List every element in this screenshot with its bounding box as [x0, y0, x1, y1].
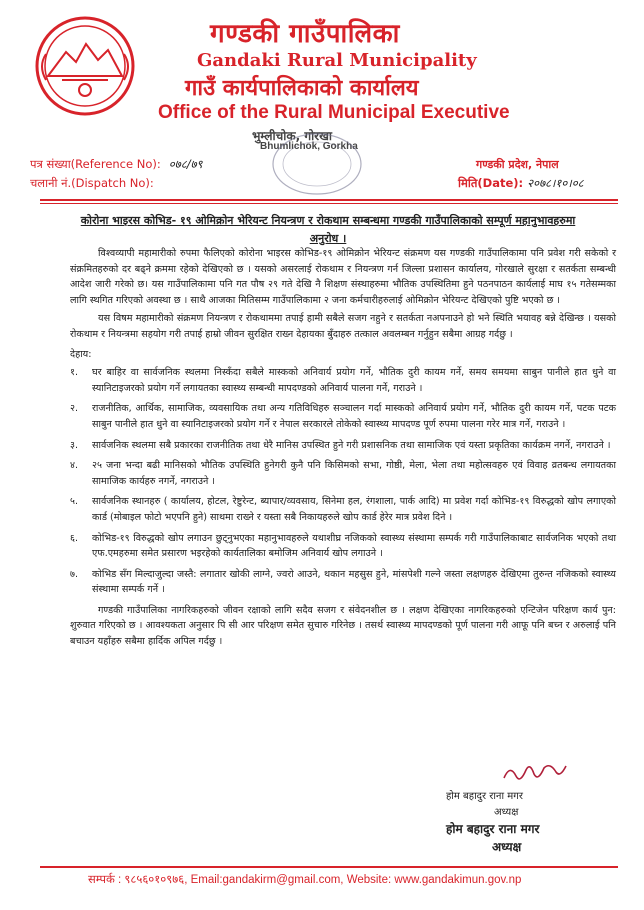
header-title-en: Gandaki Rural Municipality — [197, 50, 477, 71]
point-number: १. — [70, 367, 79, 379]
reference-label: पत्र संख्या(Reference No): — [30, 157, 161, 171]
letter-body — [70, 246, 616, 653]
points-heading: देहाय: — [70, 348, 92, 360]
header-divider — [40, 199, 618, 201]
signer-title-stamp: अध्यक्ष — [492, 840, 522, 854]
paragraph-closing: गण्डकी गाउँपालिका नागरिकहरुको जीवन रक्षाको लागि सदैव सजग र संवेदनशील छ । लक्षण देखिएका नागरिकहरुको एन्टिजेन परिक्षण कार्य पुन: शुरुवात गरिएको छ । आवश्यकता अनुसार पि सी आर परिक्षण समेत सुचारु गरिनेछ । तसर्थ स्वास्थ्य मापदण्डको पूर्ण पालना गरी आफू पनि बच्न र अरुलाई पनि बचाउन यहाँहरु सबैमा हार्दिक अपिल गर्दछु । — [70, 604, 616, 648]
signer-name-stamp: होम बहादुर राना मगर — [446, 822, 540, 836]
header-address-en: Bhumlichok, Gorkha — [260, 141, 358, 152]
point-number: ७. — [70, 568, 79, 580]
header-divider-thin — [40, 203, 618, 204]
point-number: ६. — [70, 532, 79, 544]
paragraph-appeal: यस विषम महामारीको संक्रमण नियन्त्रण र रोकथाममा तपाई हामी सबैले सजग नहुने र सतर्कता नअपनाउने हो भने स्थिति भयावह बन्ने देखिन्छ । यसको रोकथाम र नियन्त्रमा सहयोग गरी तपाई हाम्रो जीवन सुरक्षित राख्न देहायका बुँदाहरु तत्काल अवलम्बन गर्नुहुन सबैमा आग्रह गर्दछु । — [70, 313, 616, 340]
point-text: २५ जना भन्दा बढी मानिसको भौतिक उपस्थिति हुनेगरी कुनै पनि किसिमको सभा, गोष्ठी, मेला, भेला तथा महोत्सवहरु एवं विवाह व्रतबन्ध लगायतका सामाजिक कार्यहरु नगर्ने, नगराउने । — [92, 460, 616, 487]
province: गण्डकी प्रदेश, नेपाल — [476, 158, 559, 171]
municipality-logo — [26, 14, 144, 118]
header-office-en: Office of the Rural Municipal Executive — [158, 102, 510, 123]
points-list — [70, 365, 616, 598]
footer-contact: सम्पर्क : ९८५६०१०९७६, Email:gandakirm@gmail.com, Website: www.gandakimun.gov.np — [88, 874, 522, 886]
paragraph-intro: विश्वव्यापी महामारीको रुपमा फैलिएको कोरोना भाइरस कोभिड-१९ ओमिक्रोन भेरियन्ट संक्रमण यस गण्डकी गाउँपालिकामा पनि प्रवेश गरी सकेको र संक्रमितहरुको दर बढ्ने क्रममा रहेको देखिएको छ । यसको असरलाई रोकथाम र नियन्त्रण गर्न जिल्ला प्रशासन कार्यालय, गोरखाले सुरक्षा र सतर्कता सम्बन्धी आदेश जारी गरेको छ। यस गाउँपालिकामा पनि गत पौष २९ गते देखि नै शिक्षण संस्थाहरुमा भौतिक उपस्थितिमा हुने पठनपाठन कार्यलाई माघ १५ गतेसम्मका लागि स्थगित गरिएको अवस्था छ । साथै आजका मितिसम्म गाउँपालिकामा २ जना कर्मचारीहरुलाई ओमिक्रोन भेरियन्ट देखिएको पुष्टि भएको छ । — [70, 248, 616, 306]
point-text: सार्वजनिक स्थानहरु ( कार्यालय, होटल, रेष्टुरेन्ट, ब्यापार/व्यवसाय, सिनेमा हल, रंगशाला, पार्क आदि) मा प्रवेश गर्दा कोभिड-१९ विरुद्धको खोप लगाएको कार्ड (मोबाइल फोटो भएपनि हुने) साथमा राख्ने र यस्ता सबै निकायहरुले खोप कार्ड हेरेर मात्र प्रवेश दिने । — [92, 496, 616, 523]
reference-value: ०७८/७९ — [168, 157, 203, 171]
office-stamp — [262, 128, 372, 198]
list-item — [70, 438, 616, 454]
list-item — [70, 458, 616, 489]
point-number: ४. — [70, 460, 79, 472]
letter-subject: कोरोना भाइरस कोभिड- १९ ओमिक्रोन भेरियन्ट नियन्त्रण र रोकथाम सम्बन्धमा गण्डकी गाउँपालिकाको सम्पूर्ण महानुभावहरुमा अनुरोध । — [80, 214, 576, 245]
list-item — [70, 401, 616, 432]
header-address-ne: भुम्लीचोक, गोरखा — [252, 129, 333, 143]
dispatch-no — [30, 176, 154, 191]
letter-date — [458, 176, 584, 191]
list-item — [70, 365, 616, 396]
list-item — [70, 531, 616, 562]
point-text: कोभिड सँग मिल्दाजुल्दा जस्तै: लगातार खोकी लाग्ने, ज्वरो आउने, थकान महसुस हुने, मांसपेशी गल्ने जस्ता लक्षणहरु देखिएमा तुरुन्त नजिकको स्वास्थ्य संस्थामा सम्पर्क गर्ने । — [92, 568, 616, 596]
header-title-ne: गण्डकी गाउँपालिका — [210, 19, 400, 49]
date-label: मिति(Date): — [458, 176, 524, 190]
dispatch-label: चलानी नं.(Dispatch No): — [30, 176, 154, 190]
signer-title: अध्यक्ष — [494, 807, 519, 818]
point-text: घर बाहिर वा सार्वजनिक स्थलमा निस्कँदा सबैले मास्कको अनिवार्य प्रयोग गर्ने, भौतिक दुरी कायम गर्ने, समय समयमा साबुन पानीले हात धुने वा स्यानिटाइजरको प्रयोग गर्ने लगायतका स्वास्थ्य सम्बन्धी मापदण्डको अनिवार्य पालना गर्ने, गराउने । — [92, 367, 616, 394]
list-item — [70, 567, 616, 598]
point-number: ३. — [70, 439, 79, 451]
handwritten-signature — [500, 760, 570, 786]
header-office-ne: गाउँ कार्यपालिकाको कार्यालय — [185, 76, 419, 101]
point-text: कोभिड-१९ विरुद्धको खोप लगाउन छुट्नुभएका महानुभावहरुले यथाशीघ्र नजिकको स्वास्थ्य संस्थामा सम्पर्क गरी गाउँपालिकाबाट सार्वजनिक भएको तथा एफ.एमहरुमा समेत प्रसारण भइरहेको कार्यतालिका बमोजिम अनिवार्य खोप लगाउने । — [92, 532, 616, 560]
point-text: राजनीतिक, आर्थिक, सामाजिक, व्यवसायिक तथा अन्य गतिविधिहरु सञ्चालन गर्दा मास्कको अनिवार्य प्रयोग गर्ने, भौतिक दुरी कायम गर्ने, पटक पटक साबुन पानीले हात धुने वा स्यानिटाइजरको प्रयोग गर्ने र नेपाल सरकारले तोकेको स्वास्थ्य मापदण्ड पूर्ण रुपमा पालना गरेर मात्र गर्ने, गराउने । — [92, 403, 616, 430]
point-text: सार्वजनिक स्थलमा सबै प्रकारका राजनीतिक तथा धेरै मानिस उपस्थित हुने गरी प्रशासनिक तथा सामाजिक एवं यस्ता प्रकृतिका कार्यक्रम नगर्ने, नगराउने । — [92, 439, 611, 451]
point-number: ५. — [70, 496, 79, 508]
footer-divider — [40, 866, 618, 868]
reference-no — [30, 157, 203, 172]
point-number: २. — [70, 403, 79, 415]
signer-name: होम बहादुर राना मगर — [446, 791, 523, 802]
date-value: २०७८।१०।०८ — [527, 176, 584, 190]
list-item — [70, 494, 616, 525]
